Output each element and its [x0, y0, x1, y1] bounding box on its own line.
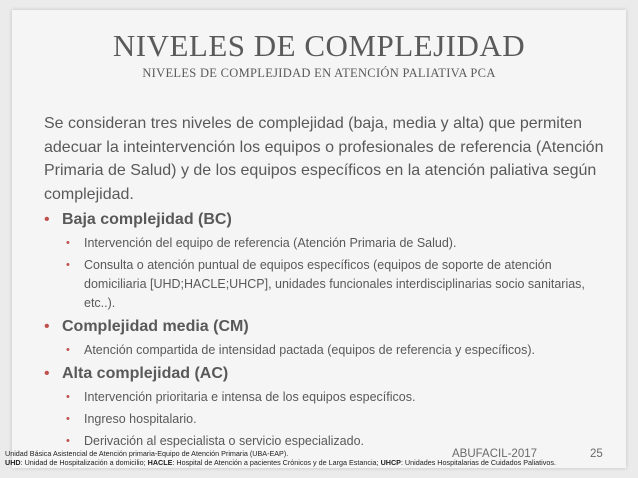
bullet-icon: • — [44, 318, 50, 335]
intro-paragraph: Se consideran tres niveles de complejidad (baja, media y alta) que permiten adecuar la inteintervención los equipos o profesionales de referencia (Atención Primaria de Salud) y de los equipos específicos en la atención paliativa según complejidad. — [44, 115, 604, 203]
bullet-icon: • — [44, 365, 50, 382]
slide-header — [0, 0, 638, 100]
page-number: 25 — [590, 448, 603, 460]
bullet-icon: • — [66, 344, 70, 356]
bullet-icon: • — [66, 237, 70, 249]
level-item-text: Derivación al especialista o servicio especializado. — [84, 434, 364, 448]
level-heading-low — [44, 209, 604, 231]
bullet-icon: • — [66, 413, 70, 425]
level-heading-high — [44, 363, 604, 385]
level-heading-text: Complejidad media (CM) — [62, 318, 249, 335]
abbr-text: : Unidades Hospitalarias de Cuidados Paliativos. — [400, 458, 556, 467]
level-item-text: Atención compartida de intensidad pactada (equipos de referencia y específicos). — [84, 343, 535, 357]
abbr-key: UHD — [5, 458, 21, 467]
abbr-key: HACLE — [147, 458, 173, 467]
bullet-icon: • — [66, 259, 70, 271]
level-item — [44, 256, 594, 313]
footer-author: ABUFACIL-2017 — [452, 448, 538, 460]
abbr-key: UHCP — [380, 458, 401, 467]
level-item — [44, 388, 594, 407]
level-item — [44, 410, 594, 429]
abbr-text: : Hospital de Atención a pacientes Crónicos y de Larga Estancia; — [172, 458, 381, 467]
level-item-text: Intervención prioritaria e intensa de los equipos específicos. — [84, 390, 416, 404]
bullet-icon: • — [44, 211, 50, 228]
footer-line-1: Unidad Básica Asistencial de Atención primaria-Equipo de Atención Primaria (UBA-EAP). — [5, 449, 289, 458]
level-item-text: Ingreso hospitalario. — [84, 412, 197, 426]
level-item-text: Intervención del equipo de referencia (Atención Primaria de Salud). — [84, 236, 457, 250]
level-item-text: Consulta o atención puntual de equipos específicos (equipos de soporte de atención domiciliaria [UHD;HACLE;UHCP], unidades funcionales interdisciplinarias socio sanitarias, etc..). — [84, 258, 585, 310]
abbr-text: : Unidad de Hospitalización a domicilio; — [20, 458, 148, 467]
slide-subtitle: NIVELES DE COMPLEJIDAD EN ATENCIÓN PALIATIVA PCA — [142, 66, 496, 80]
level-heading-text: Alta complejidad (AC) — [62, 365, 229, 382]
level-item — [44, 341, 594, 360]
level-item — [44, 234, 594, 253]
bullet-icon: • — [66, 391, 70, 403]
bullet-icon: • — [66, 435, 70, 447]
level-heading-medium — [44, 316, 604, 338]
slide-content — [44, 112, 604, 454]
level-heading-text: Baja complejidad (BC) — [62, 211, 232, 228]
slide-title: NIVELES DE COMPLEJIDAD — [112, 28, 526, 63]
